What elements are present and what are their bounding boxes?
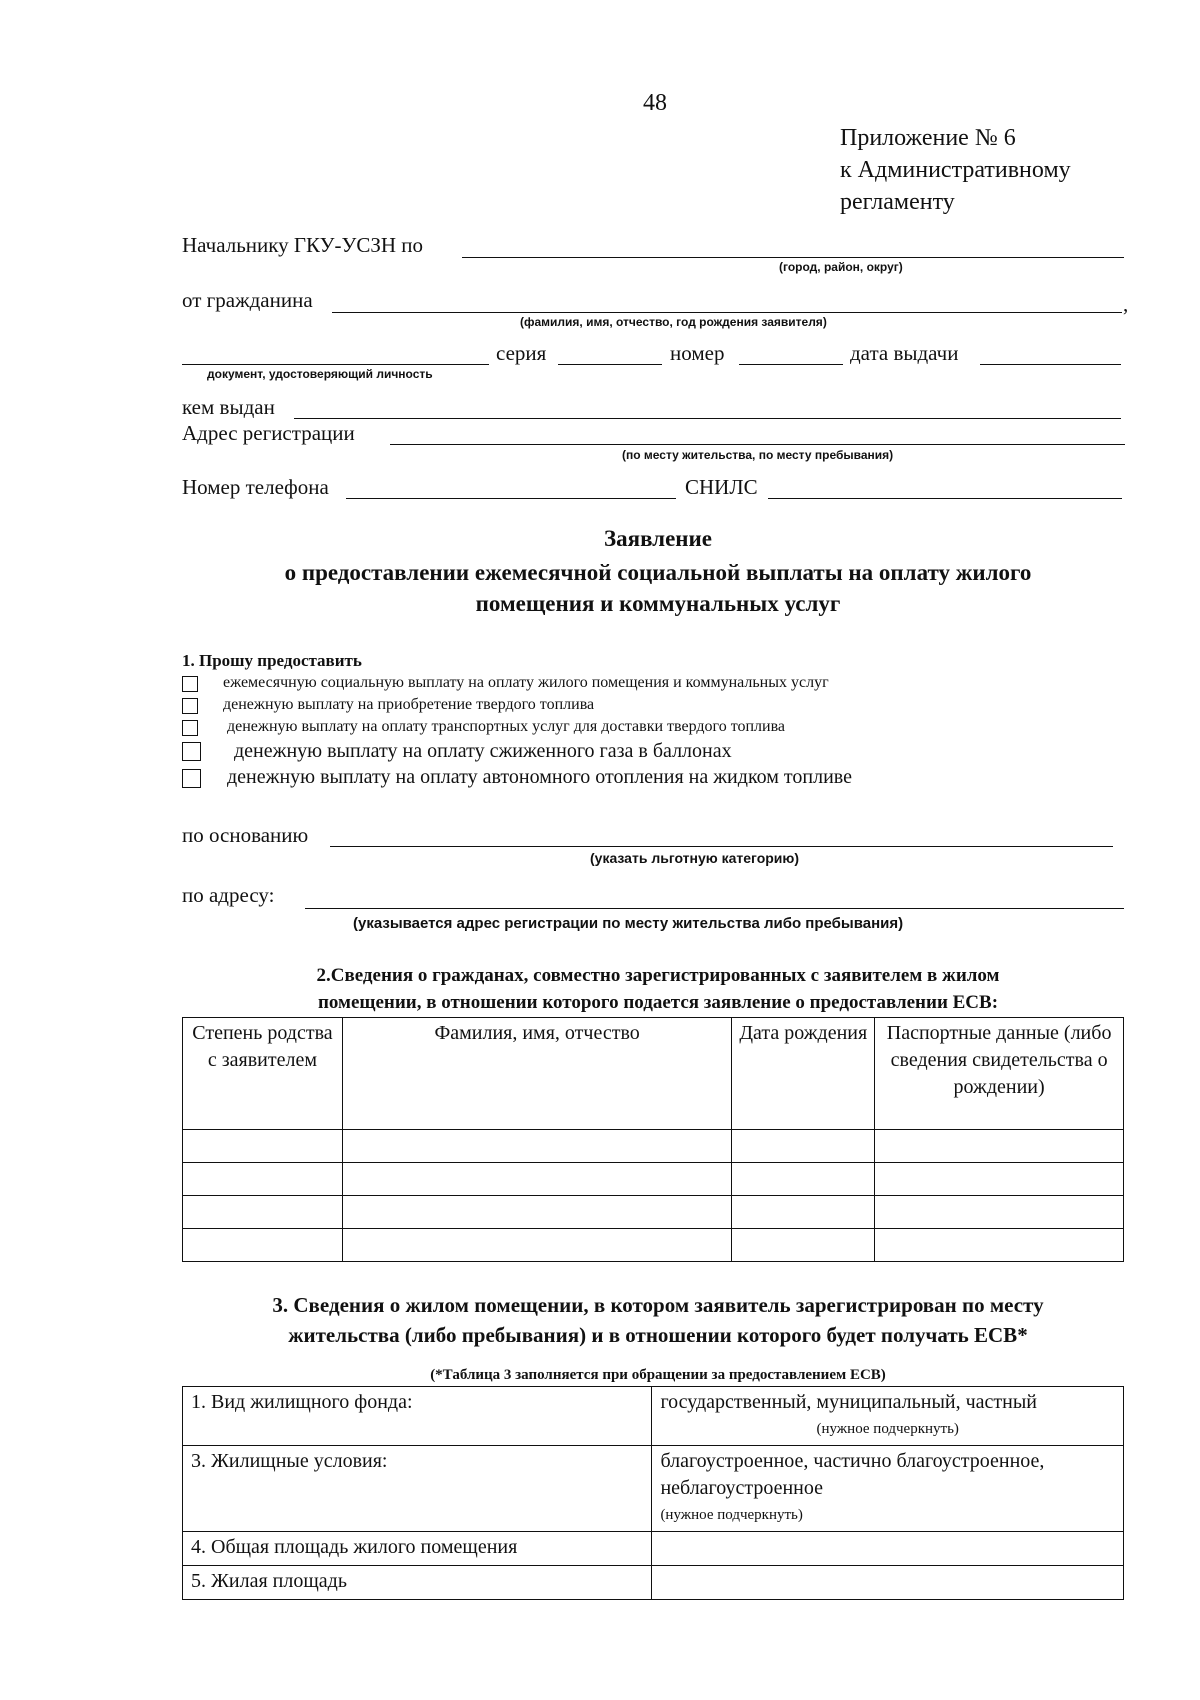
option-2-checkbox[interactable] [182,698,198,714]
recipient-field[interactable] [462,257,1124,258]
basis-hint: (указать льготную категорию) [590,850,800,866]
number-label: номер [670,341,725,365]
option-5-checkbox[interactable] [182,769,201,788]
appendix-line-2: к Административному [840,157,1071,183]
issue-date-field[interactable] [980,364,1121,365]
table-row [183,1446,1124,1532]
page-number: 48 [643,90,667,116]
total-area-label: 4. Общая площадь жилого помещения [183,1532,652,1566]
column-header-birth-date: Дата рождения [732,1018,875,1130]
column-header-passport: Паспортные данные (либо сведения свидетельства о рождении) [875,1018,1124,1130]
snils-label: СНИЛС [685,475,758,499]
recipient-hint: (город, район, округ) [779,260,903,274]
applicant-field[interactable] [332,312,1122,313]
phone-field[interactable] [346,498,676,499]
housing-fund-value[interactable] [652,1387,1124,1446]
basis-field[interactable] [330,846,1113,847]
issued-by-label: кем выдан [182,395,275,419]
phone-label: Номер телефона [182,475,329,499]
housing-fund-options: государственный, муниципальный, частный [660,1391,1037,1413]
appendix-block [840,122,1071,218]
option-4-label: денежную выплату на оплату сжиженного газа в баллонах [234,740,732,762]
column-header-kinship: Степень родства с заявителем [183,1018,343,1130]
table-row [183,1130,1124,1163]
table-row [183,1387,1124,1446]
housing-conditions-value[interactable] [652,1446,1124,1532]
housing-conditions-label: 3. Жилищные условия: [183,1446,652,1532]
living-area-label: 5. Жилая площадь [183,1566,652,1600]
column-header-full-name: Фамилия, имя, отчество [342,1018,731,1130]
housing-conditions-hint: (нужное подчеркнуть) [660,1507,803,1523]
section2-heading-line-2: помещении, в отношении которого подается заявление о предоставлении ЕСВ: [317,992,999,1013]
reg-address-label: Адрес регистрации [182,421,355,445]
applicant-comma: , [1123,292,1129,316]
housing-fund-hint: (нужное подчеркнуть) [816,1421,959,1437]
table-row [183,1566,1124,1600]
issued-by-field[interactable] [294,418,1121,419]
id-document-field[interactable] [182,364,489,365]
option-2-label: денежную выплату на приобретение твердого топлива [223,696,595,713]
housing-fund-label: 1. Вид жилищного фонда: [183,1387,652,1446]
reg-address-hint: (по месту жительства, по месту пребывания) [622,448,894,462]
option-1-checkbox[interactable] [182,676,198,692]
applicant-hint: (фамилия, имя, отчество, год рождения заявителя) [520,315,827,329]
snils-field[interactable] [768,498,1122,499]
option-3-checkbox[interactable] [182,720,198,736]
cohabitants-table [182,1017,1124,1262]
total-area-value[interactable] [652,1532,1124,1566]
address-field[interactable] [305,908,1124,909]
table-row [183,1532,1124,1566]
option-1-label: ежемесячную социальную выплату на оплату жилого помещения и коммунальных услуг [223,674,829,691]
issue-date-label: дата выдачи [850,341,959,365]
address-hint: (указывается адрес регистрации по месту жительства либо пребывания) [353,915,904,932]
reg-address-field[interactable] [390,444,1125,445]
option-5-label: денежную выплату на оплату автономного отопления на жидком топливе [227,766,852,788]
section2-heading-line-1: 2.Сведения о гражданах, совместно зарегистрированных с заявителем в жилом [316,965,1000,986]
document-subtitle-line-2: помещения и коммунальных услуг [475,591,841,616]
option-3-label: денежную выплату на оплату транспортных услуг для доставки твердого топлива [227,718,786,735]
housing-table [182,1386,1124,1600]
table-row [183,1196,1124,1229]
appendix-line-3: регламенту [840,189,955,215]
applicant-label: от гражданина [182,288,313,312]
series-label: серия [496,341,547,365]
document-subtitle-line-1: о предоставлении ежемесячной социальной выплаты на оплату жилого [284,560,1032,585]
number-field[interactable] [739,364,843,365]
recipient-label: Начальнику ГКУ-УСЗН по [182,233,424,257]
section3-heading-line-2: жительства (либо пребывания) и в отношении которого будет получать ЕСВ* [288,1323,1028,1347]
section1-heading: 1. Прошу предоставить [182,651,362,670]
series-field[interactable] [558,364,662,365]
basis-label: по основанию [182,823,309,847]
id-document-hint: документ, удостоверяющий личность [207,367,433,381]
appendix-line-1: Приложение № 6 [840,125,1016,151]
section3-heading-line-1: 3. Сведения о жилом помещении, в котором заявитель зарегистрирован по месту [272,1293,1044,1317]
housing-conditions-options: благоустроенное, частично благоустроенное, неблагоустроенное [660,1450,1045,1499]
table-row [183,1163,1124,1196]
living-area-value[interactable] [652,1566,1124,1600]
option-4-checkbox[interactable] [182,742,201,761]
address-label: по адресу: [182,883,275,907]
table-row [183,1229,1124,1262]
section3-note: (*Таблица 3 заполняется при обращении за предоставлением ЕСВ) [430,1367,886,1383]
document-title: Заявление [603,526,713,551]
